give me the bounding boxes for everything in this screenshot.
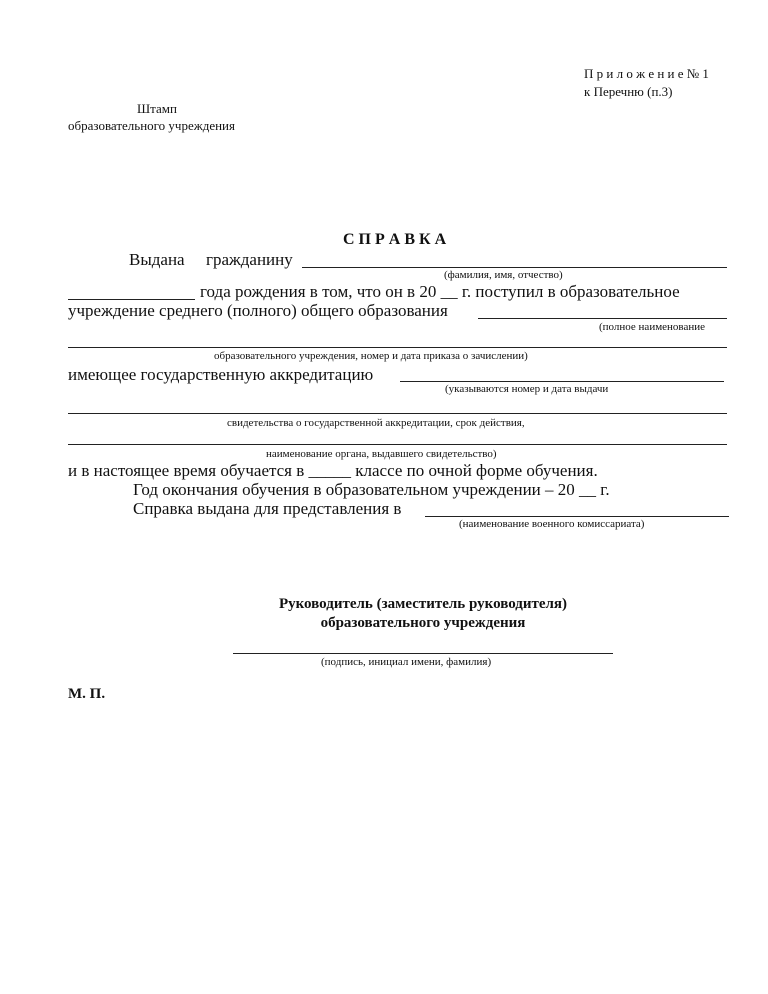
presentation-text: Справка выдана для представления в [133,499,402,518]
issued-label: Выдана [129,250,185,269]
birth-year-line [68,299,195,300]
school-order-line [68,347,727,348]
school-text: учреждение среднего (полного) общего образования [68,301,448,320]
signature-line [233,653,613,654]
document-title: С П Р А В К А [343,231,447,248]
hint-signature: (подпись, инициал имени, фамилия) [321,656,492,668]
citizen-label: гражданину [206,250,293,269]
hint-issuer: наименование органа, выдавшего свидетельство) [266,448,497,460]
appendix-reference: к Перечню (п.3) [584,84,673,99]
hint-order: образовательного учреждения, номер и дата приказа о зачислении) [214,350,528,362]
head-title-line2: образовательного учреждения [320,615,526,631]
fio-line [302,267,727,268]
stamp-institution: образовательного учреждения [68,118,235,133]
hint-cert-number: (указываются номер и дата выдачи [445,383,609,395]
issuer-line [68,444,727,445]
seal-mark: М. П. [68,686,106,702]
accreditation-text: имеющее государственную аккредитацию [68,365,374,384]
hint-cert-validity: свидетельства о государственной аккредитации, срок действия, [227,417,525,429]
accreditation-line [400,381,724,382]
birth-text: года рождения в том, что он в 20 __ г. поступил в образовательное [200,282,680,301]
hint-fio: (фамилия, имя, отчество) [444,269,563,281]
stamp-label: Штамп [137,101,177,116]
graduation-text: Год окончания обучения в образовательном учреждении – 20 __ г. [133,480,610,499]
appendix-number: П р и л о ж е н и е № 1 [584,66,709,81]
head-title-line1: Руководитель (заместитель руководителя) [278,596,568,612]
cert-validity-line [68,413,727,414]
hint-full-name: (полное наименование [599,321,706,333]
hint-commissariat: (наименование военного комиссариата) [459,518,645,530]
current-study-text: и в настоящее время обучается в _____ классе по очной форме обучения. [68,461,598,480]
commissariat-line [425,516,729,517]
school-name-line [478,318,727,319]
